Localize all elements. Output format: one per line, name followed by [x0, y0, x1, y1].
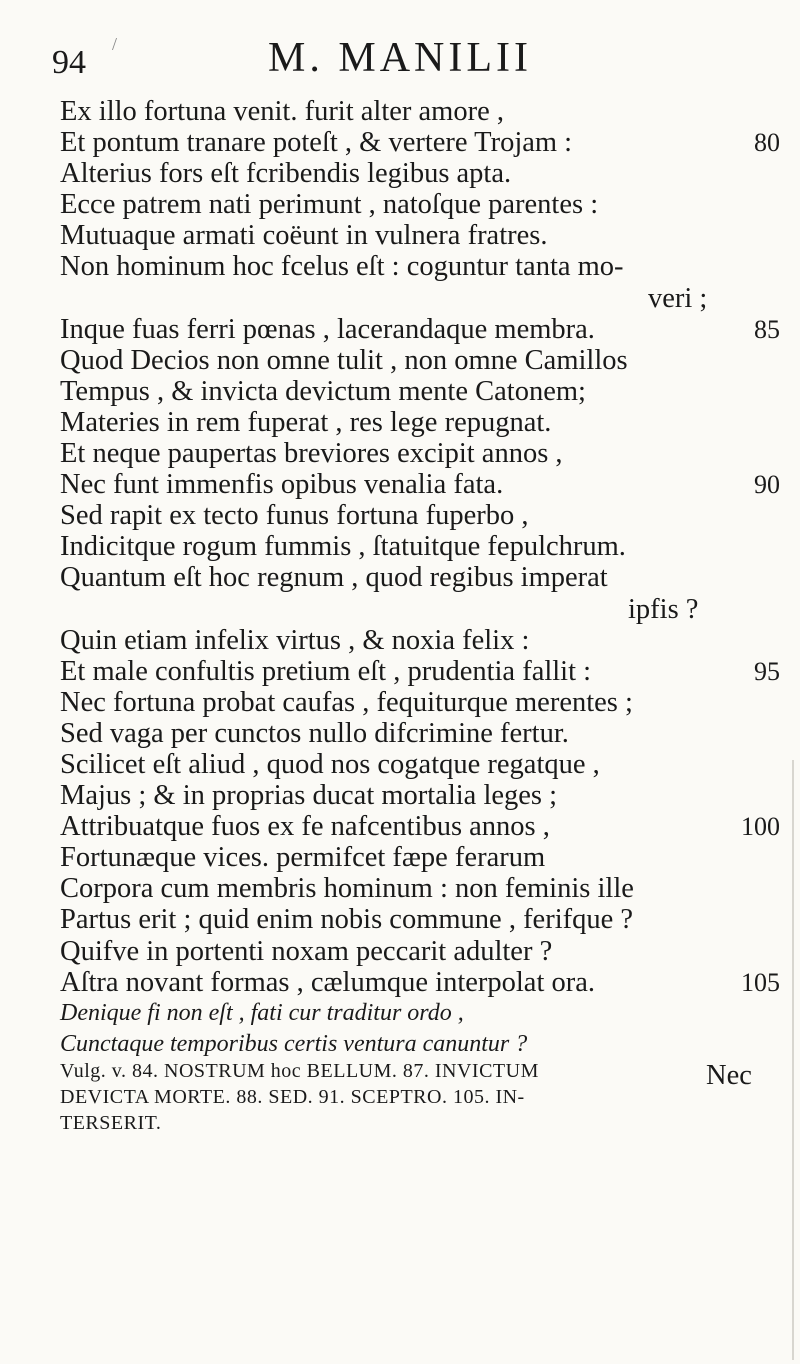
verse-text: Aſtra novant formas , cælumque interpolat ora. [60, 966, 596, 998]
verse-line [60, 904, 780, 935]
line-number: 80 [754, 128, 780, 158]
verse-text: Nec fortuna probat caufas , fequiturque merentes ; [60, 686, 633, 718]
verse-line [60, 251, 780, 282]
verse-text: Non hominum hoc fcelus eſt : coguntur tanta mo- [60, 251, 624, 283]
verse-text: Inque fuas ferri pœnas , lacerandaque membra. [60, 313, 595, 345]
verse-line [60, 811, 780, 842]
running-head: M. MANILII [268, 35, 532, 81]
verse-text: Attribuatque fuos ex fe nafcentibus annos , [60, 811, 550, 843]
verse-text: Quantum eſt hoc regnum , quod regibus imperat [60, 562, 608, 594]
footnote-line: Vulg. v. 84. NOSTRUM hoc BELLUM. 87. INVICTUM [60, 1060, 539, 1082]
verse-line [60, 283, 780, 314]
variant-readings-footnote [60, 1058, 790, 1136]
verse-line [60, 438, 780, 469]
verse-line [60, 531, 780, 562]
verse-line [60, 189, 780, 220]
verse-line [60, 1029, 780, 1060]
verse-line [60, 594, 780, 625]
footnote-line: TERSERIT. [60, 1112, 162, 1134]
verse-line [60, 625, 780, 656]
verse-text: Scilicet eſt aliud , quod nos cogatque regatque , [60, 748, 600, 780]
verse-text: Sed vaga per cunctos nullo difcrimine fertur. [60, 717, 569, 749]
verse-text: Sed rapit ex tecto funus fortuna fuperbo , [60, 500, 529, 532]
verse-text: Majus ; & in proprias ducat mortalia leges ; [60, 780, 558, 812]
verse-text: Corpora cum membris hominum : non feminis ille [60, 873, 634, 905]
line-number: 95 [754, 656, 780, 686]
verse-text: Et neque paupertas breviores excipit annos , [60, 438, 563, 470]
verse-line [60, 345, 780, 376]
verse-line [60, 314, 780, 345]
verse-text: Cunctaque temporibus certis ventura canuntur ? [60, 1030, 528, 1057]
verse-line [60, 127, 780, 158]
verse-text: Ecce patrem nati perimunt , natoſque parentes : [60, 189, 599, 221]
verse-text: Tempus , & invicta devictum mente Catonem; [60, 375, 586, 407]
verse-line [60, 220, 780, 251]
verse-line [60, 407, 780, 438]
verse-text: Denique fi non eſt , fati cur traditur ordo , [60, 999, 464, 1026]
page-edge-shadow [792, 760, 794, 1360]
verse-text: Nec funt immenfis opibus venalia fata. [60, 469, 504, 501]
verse-line [60, 780, 780, 811]
verse-text: Nec [706, 1059, 752, 1091]
line-number: 85 [754, 314, 780, 344]
verse-text: Quifve in portenti noxam peccarit adulter ? [60, 935, 553, 967]
verse-text: Et male confultis pretium eſt , prudentia fallit : [60, 655, 592, 687]
verse-line [60, 158, 780, 189]
verse-text: Et pontum tranare poteſt , & vertere Trojam : [60, 127, 573, 159]
verse-line [60, 562, 780, 593]
line-number: 90 [754, 470, 780, 500]
verse-text: Materies in rem fuperat , res lege repugnat. [60, 406, 552, 438]
verse-line [60, 936, 780, 967]
verse-text: veri ; [648, 282, 708, 314]
verse-text: Quin etiam infelix virtus , & noxia felix : [60, 624, 530, 656]
verse-line [60, 376, 780, 407]
page-number: 94 [52, 44, 86, 81]
verse-line [60, 656, 780, 687]
verse-text: ipfis ? [628, 593, 699, 625]
verse-line [60, 718, 780, 749]
line-number: 100 [741, 812, 780, 842]
verse-line [60, 749, 780, 780]
verse-line [60, 998, 780, 1029]
verse-line [60, 469, 780, 500]
verse-text: Partus erit ; quid enim nobis commune , ferifque ? [60, 904, 634, 936]
verse-line [60, 687, 780, 718]
verse-line [60, 967, 780, 998]
margin-mark: / [112, 34, 118, 54]
line-number: 105 [741, 967, 780, 997]
footnote-line: DEVICTA MORTE. 88. SED. 91. SCEPTRO. 105. IN- [60, 1086, 525, 1108]
verse-text: Fortunæque vices. permifcet fæpe ferarum [60, 842, 546, 874]
verse-line [60, 873, 780, 904]
page-header [0, 34, 800, 84]
verse-text: Quod Decios non omne tulit , non omne Camillos [60, 344, 628, 376]
verse-text: Mutuaque armati coëunt in vulnera fratres. [60, 220, 548, 252]
verse-text: Ex illo fortuna venit. furit alter amore , [60, 96, 504, 127]
verse-line [60, 96, 780, 127]
verse-line [60, 842, 780, 873]
verse-text: Alterius fors eſt fcribendis legibus apta. [60, 158, 512, 190]
poem-text [60, 96, 780, 1091]
verse-text: Indicitque rogum fummis , ſtatuitque fepulchrum. [60, 531, 626, 563]
verse-line [60, 500, 780, 531]
